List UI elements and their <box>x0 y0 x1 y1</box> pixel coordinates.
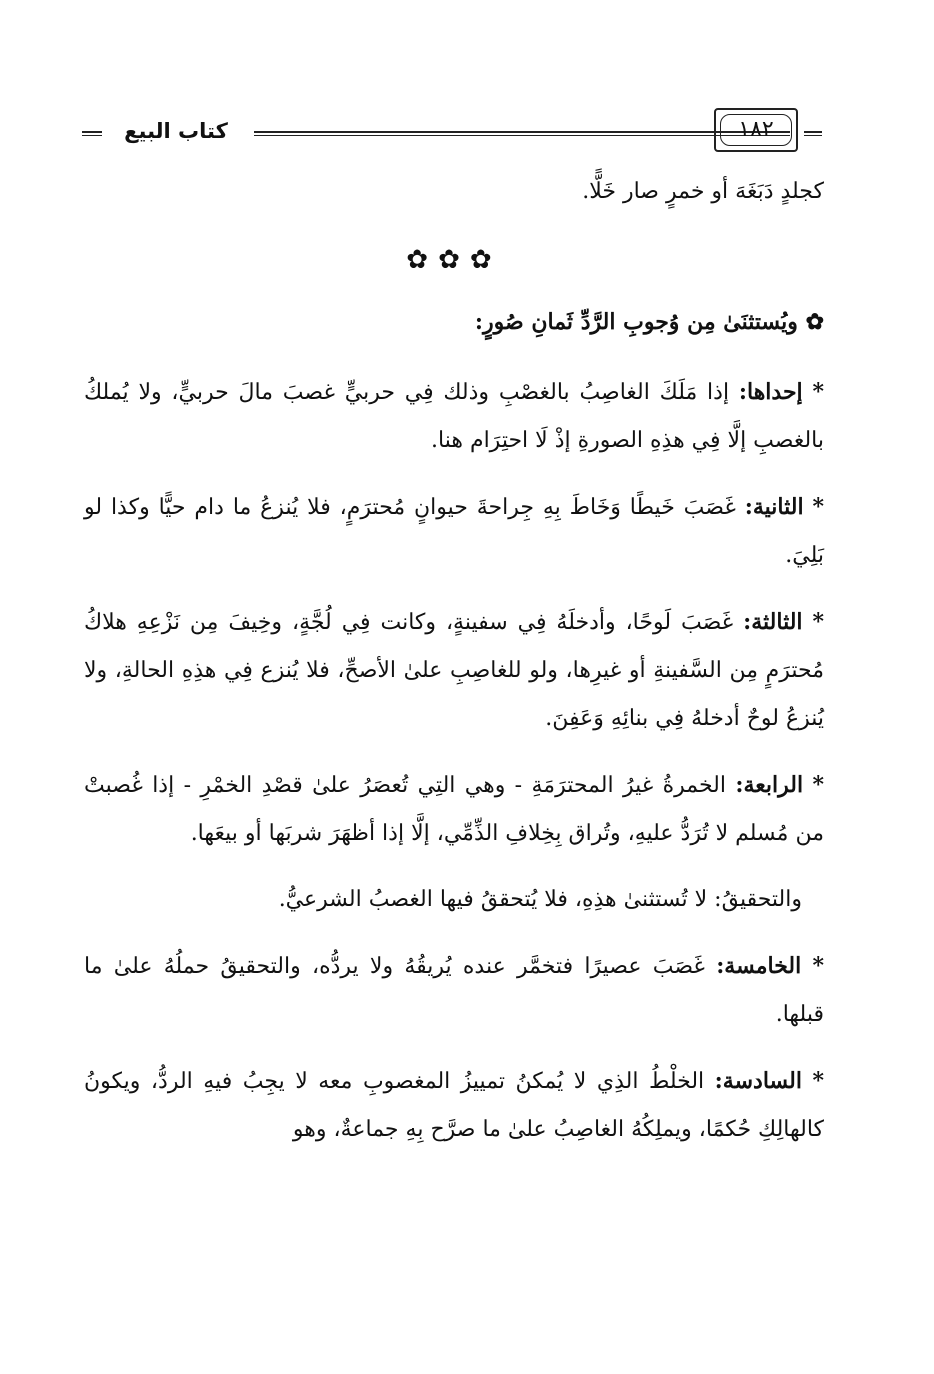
item-paragraph <box>84 483 824 580</box>
page-body <box>84 168 824 1172</box>
item-label: الخامسة: <box>716 953 802 979</box>
paragraph-text: غَصَبَ خَيطًا وَخَاطَ بِهِ جِراحةَ حيوانٍ مُحترَمٍ، فلا يُنزعُ ما دام حيًّا وكذا لو بَلِيَ. <box>84 495 824 568</box>
flower-ornament-icon: ✿ <box>406 245 439 275</box>
header-rule-right <box>804 131 822 136</box>
item-label: إحداها: <box>738 379 803 405</box>
flower-ornament-icon: ✿ <box>438 245 470 275</box>
paragraph-text: والتحقيقُ: لا تُستثنىٰ هذِهِ، فلا يُتحققُ فيها الغصبُ الشرعيُّ. <box>278 887 802 912</box>
running-title: كتاب البيع <box>124 119 228 143</box>
star-bullet-icon: * <box>812 953 824 979</box>
paragraph-text: إذا مَلَكَ الغاصِبُ بالغصْبِ وذلك فِي حربيٍّ غصبَ مالَ حربيٍّ، ولا يُملكُ بالغصبِ إلَّا فِي هذِهِ الصورةِ إذْ لَا احتِرَام هنا. <box>84 380 824 453</box>
item-label: السادسة: <box>714 1068 802 1094</box>
item-paragraph <box>84 761 824 858</box>
header-rule <box>254 131 790 136</box>
page-number: ١٨٢ <box>720 114 792 146</box>
item-paragraph <box>84 942 824 1039</box>
item-paragraph <box>84 598 824 743</box>
paragraph-text: الخلْطُ الذِي لا يُمكنُ تمييزُ المغصوبِ معه لا يجِبُ فيهِ الردُّ، ويكونُ كالهالِكِ حُكمًا، ويملِكُهُ الغاصِبُ علىٰ ما صرَّح بِهِ جماعةٌ، وهو <box>84 1069 824 1142</box>
item-label: الثالثة: <box>743 609 803 635</box>
flower-ornament-icon: ✿ <box>469 245 502 275</box>
section-divider <box>84 236 824 284</box>
item-paragraph <box>84 368 824 465</box>
item-paragraph <box>84 1057 824 1154</box>
item-label: الرابعة: <box>735 772 804 798</box>
star-bullet-icon: * <box>812 494 824 520</box>
item-label: الثانية: <box>744 494 804 520</box>
paragraph-text: كجلدٍ دَبَغَهَ أو خمرٍ صار خَلًّا. <box>582 179 824 204</box>
paragraph-text: غَصَبَ لَوحًا، وأدخلَهُ فِي سفينةٍ، وكانت فِي لُجَّةٍ، وخِيفَ مِن نَزْعِهِ هلاكُ مُحترَمٍ مِن السَّفينةِ أو غيرِها، ولو للغاصِبِ علىٰ الأصحِّ، فلا يُنزع فِي هذِهِ الحالةِ، ولا يُنزعُ لوحٌ أدخلهُ فِي بنائِهِ وَعَفِنَ. <box>84 610 824 731</box>
paragraph-text: الخمرةُ غيرُ المحترَمَةِ - وهي التِي تُعصَرُ علىٰ قصْدِ الخمْرِ - إذا غُصبتْ من مُسلم لا تُرَدُّ عليهِ، وتُراق بِخِلافِ الذِّمِّي، إلَّا إذا أظهَرَ شربَها أو بيعَها. <box>84 773 824 846</box>
page-number-frame <box>714 108 798 152</box>
note-paragraph <box>84 876 824 924</box>
flower-ornament-icon: ✿ <box>805 309 824 335</box>
section-heading-text: ويُستثنَىٰ مِن وُجوبِ الرَّدِّ ثَمانِ صُورٍ: <box>474 309 798 335</box>
section-heading <box>84 298 824 346</box>
paragraph-text: غَصَبَ عصيرًا فتخمَّر عنده يُريقُهُ ولا يردُّه، والتحقيقُ حملُهُ علىٰ ما قبلها. <box>84 954 824 1027</box>
star-bullet-icon: * <box>812 1068 824 1094</box>
page-header <box>82 108 824 158</box>
star-bullet-icon: * <box>812 772 824 798</box>
star-bullet-icon: * <box>812 609 825 635</box>
header-rule-left <box>82 131 102 136</box>
continuation-paragraph <box>84 168 824 216</box>
star-bullet-icon: * <box>812 379 824 405</box>
